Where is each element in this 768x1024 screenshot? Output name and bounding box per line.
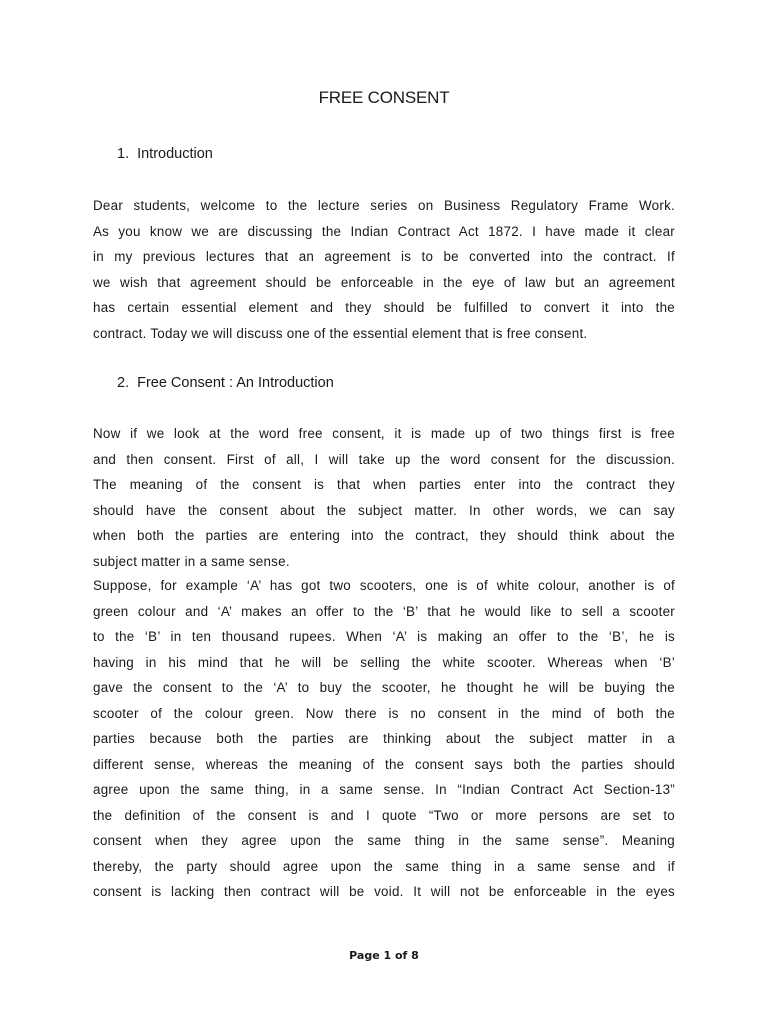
section-number: 1.	[117, 146, 130, 162]
paragraph-line: should have the consent about the subject matter. In other words, we can say	[93, 502, 675, 518]
paragraph-free-consent	[93, 421, 675, 574]
paragraph-line: thereby, the party should agree upon the same thing in a same sense and if	[93, 858, 675, 874]
paragraph-introduction	[93, 193, 675, 346]
paragraph-line: the definition of the consent is and I quote “Two or more persons are set to	[93, 807, 675, 823]
paragraph-line: and then consent. First of all, I will take up the word consent for the discussion.	[93, 451, 675, 467]
document-title: FREE CONSENT	[318, 88, 450, 107]
paragraph-line: green colour and ‘A’ makes an offer to the ‘B’ that he would like to sell a scooter	[93, 603, 675, 619]
paragraph-line: gave the consent to the ‘A’ to buy the scooter, he thought he will be buying the	[93, 680, 675, 695]
page-number-footer: Page 1 of 8	[349, 949, 419, 962]
section-heading-introduction	[117, 146, 213, 162]
paragraph-line: when both the parties are entering into the contract, they should think about the	[93, 528, 675, 543]
paragraph-line: consent is lacking then contract will be void. It will not be enforceable in the eyes	[93, 884, 675, 899]
paragraph-line: different sense, whereas the meaning of the consent says both the parties should	[93, 756, 675, 772]
paragraph-line: contract. Today we will discuss one of the essential element that is free consent.	[93, 325, 588, 341]
paragraph-line: consent when they agree upon the same thing in the same sense”. Meaning	[93, 833, 675, 848]
paragraph-line: in my previous lectures that an agreement is to be converted into the contract. If	[93, 249, 675, 264]
paragraph-line: parties because both the parties are thinking about the subject matter in a	[93, 731, 675, 746]
paragraph-line: we wish that agreement should be enforceable in the eye of law but an agreement	[93, 274, 675, 290]
paragraph-line: As you know we are discussing the Indian Contract Act 1872. I have made it clear	[93, 223, 675, 239]
paragraph-line: to the ‘B’ in ten thousand rupees. When ‘A’ is making an offer to the ‘B’, he is	[93, 629, 675, 644]
paragraph-line: The meaning of the consent is that when parties enter into the contract they	[93, 477, 675, 492]
paragraph-line: subject matter in a same sense.	[93, 553, 290, 569]
section-number: 2.	[117, 375, 130, 391]
paragraph-example	[93, 573, 675, 905]
section-title: Free Consent : An Introduction	[137, 375, 334, 391]
paragraph-line: Dear students, welcome to the lecture series on Business Regulatory Frame Work.	[93, 198, 675, 213]
paragraph-line: Suppose, for example ‘A’ has got two scooters, one is of white colour, another is of	[93, 578, 675, 593]
paragraph-line: has certain essential element and they should be fulfilled to convert it into the	[93, 300, 675, 315]
section-heading-free-consent	[117, 375, 334, 391]
paragraph-line: agree upon the same thing, in a same sense. In “Indian Contract Act Section-13”	[93, 782, 675, 797]
paragraph-line: Now if we look at the word free consent, it is made up of two things first is free	[93, 426, 675, 441]
section-title: Introduction	[137, 146, 213, 162]
paragraph-line: having in his mind that he will be selling the white scooter. Whereas when ‘B’	[93, 654, 675, 670]
paragraph-line: scooter of the colour green. Now there is no consent in the mind of both the	[93, 705, 675, 721]
